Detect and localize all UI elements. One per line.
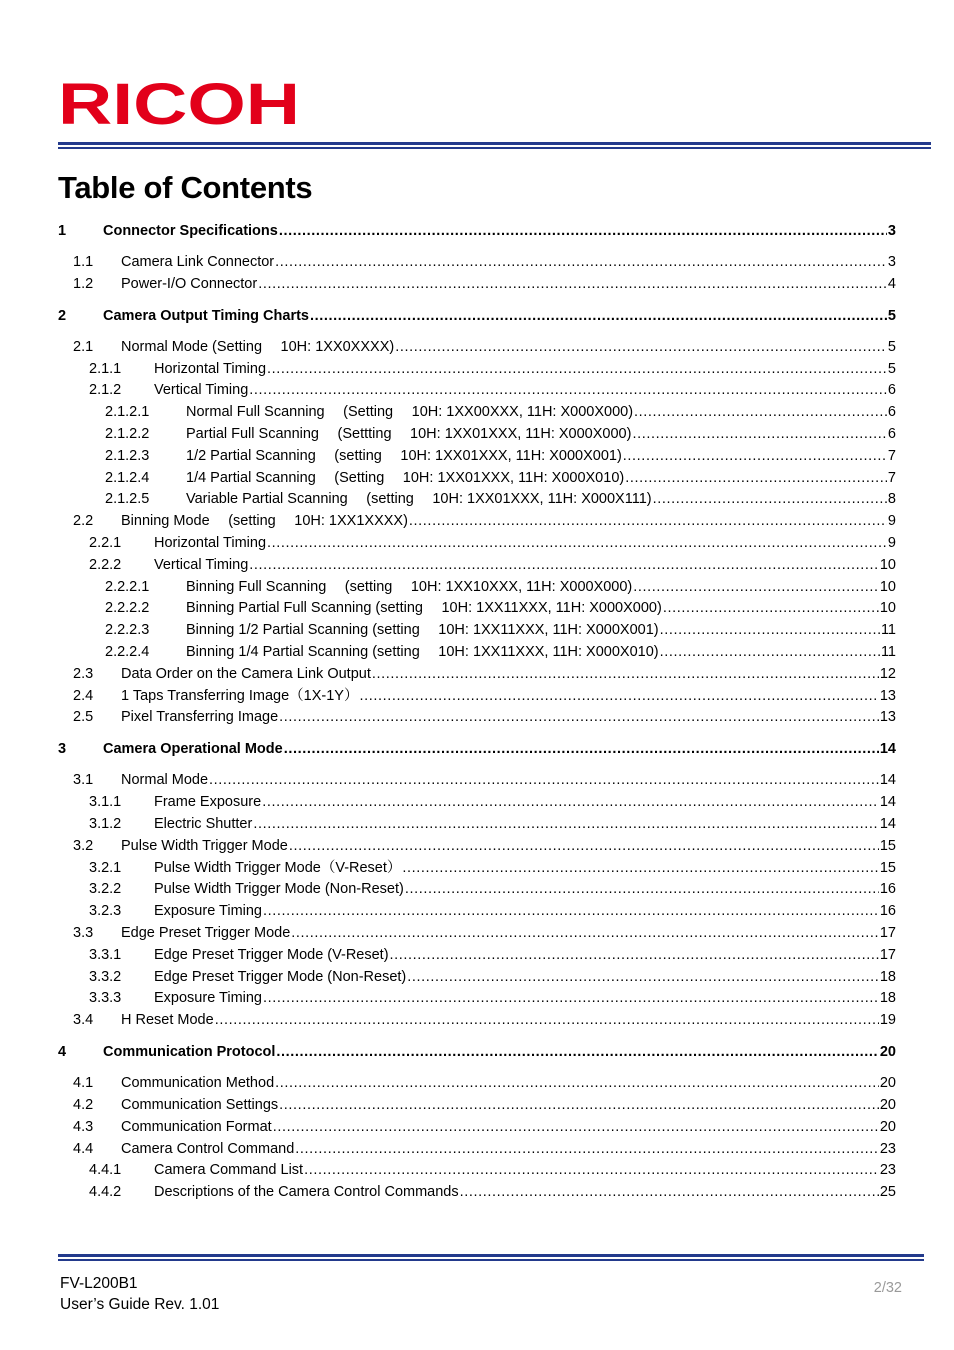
- toc-dot-leader: [310, 306, 887, 326]
- toc-dot-leader: [275, 252, 887, 272]
- toc-entry-page: 14: [879, 794, 896, 810]
- toc-entry[interactable]: [58, 274, 896, 294]
- toc-entry-page: 13: [879, 688, 896, 704]
- toc-entry[interactable]: [58, 598, 896, 618]
- toc-dot-leader: [267, 533, 887, 553]
- toc-entry-page: 6: [887, 382, 896, 398]
- toc-entry-page: 20: [879, 1119, 896, 1135]
- toc-entry[interactable]: [58, 1117, 896, 1137]
- toc-entry-number: 4.4.1: [89, 1162, 122, 1178]
- toc-dot-leader: [267, 359, 887, 379]
- toc-entry[interactable]: [58, 337, 896, 357]
- toc-entry[interactable]: [58, 988, 896, 1008]
- toc-dot-leader: [279, 707, 879, 727]
- toc-dot-leader: [289, 836, 879, 856]
- toc-entry-title: Horizontal Timing: [154, 361, 267, 377]
- toc-entry[interactable]: [58, 489, 896, 509]
- toc-entry-page: 20: [879, 1075, 896, 1091]
- header-rule: [58, 142, 931, 145]
- toc-entry-page: 17: [879, 947, 896, 963]
- toc-entry-number: 2.1.2.1: [105, 404, 150, 420]
- toc-dot-leader: [291, 923, 879, 943]
- toc-entry-number: 4: [58, 1044, 67, 1060]
- toc-entry-page: 4: [887, 276, 896, 292]
- toc-dot-leader: [372, 664, 879, 684]
- toc-entry-page: 10: [879, 600, 896, 616]
- toc-entry-title: Camera Operational Mode: [103, 741, 283, 757]
- toc-entry-title: Normal Full Scanning (Setting 10H: 1XX00XXX, 11H: X000X000): [186, 404, 634, 420]
- toc-entry-page: 12: [879, 666, 896, 682]
- toc-dot-leader: [263, 901, 879, 921]
- toc-entry-page: 8: [887, 491, 896, 507]
- toc-entry-page: 10: [879, 557, 896, 573]
- toc-entry-page: 16: [879, 881, 896, 897]
- toc-entry[interactable]: [58, 1182, 896, 1202]
- toc-dot-leader: [660, 620, 880, 640]
- toc-entry-number: 4.3: [73, 1119, 94, 1135]
- toc-dot-leader: [395, 337, 887, 357]
- footer-guide-revision: User’s Guide Rev. 1.01: [60, 1296, 220, 1313]
- toc-entry-title: Camera Command List: [154, 1162, 304, 1178]
- toc-entry[interactable]: [58, 923, 896, 943]
- toc-entry[interactable]: [58, 577, 896, 597]
- toc-entry-page: 20: [879, 1044, 896, 1060]
- toc-dot-leader: [390, 945, 879, 965]
- toc-entry-title: Data Order on the Camera Link Output: [121, 666, 371, 682]
- toc-entry-number: 3.3.1: [89, 947, 122, 963]
- toc-entry-number: 1.1: [73, 254, 94, 270]
- ricoh-logo: [58, 78, 300, 128]
- toc-entry-title: Camera Output Timing Charts: [103, 308, 309, 324]
- toc-entry-number: 3.2.3: [89, 903, 122, 919]
- toc-dot-leader: [660, 642, 880, 662]
- toc-entry-number: 2.1: [73, 339, 94, 355]
- toc-dot-leader: [284, 739, 879, 759]
- toc-entry-title: Edge Preset Trigger Mode: [121, 925, 291, 941]
- toc-dot-leader: [623, 446, 887, 466]
- toc-dot-leader: [258, 274, 887, 294]
- toc-entry-number: 3.2.2: [89, 881, 122, 897]
- toc-entry[interactable]: [58, 1160, 896, 1180]
- toc-entry[interactable]: [58, 380, 896, 400]
- toc-dot-leader: [253, 814, 879, 834]
- footer-model: FV-L200B1: [60, 1275, 138, 1292]
- toc-entry-page: 15: [879, 838, 896, 854]
- toc-entry[interactable]: [58, 468, 896, 488]
- toc-entry-number: 3.3.3: [89, 990, 122, 1006]
- toc-entry-number: 3.1.2: [89, 816, 122, 832]
- toc-entry[interactable]: [58, 306, 896, 326]
- toc-entry-page: 16: [879, 903, 896, 919]
- toc-dot-leader: [279, 1095, 879, 1115]
- toc-entry-number: 4.4.2: [89, 1184, 122, 1200]
- toc-entry[interactable]: [58, 533, 896, 553]
- toc-entry-title: Communication Protocol: [103, 1044, 276, 1060]
- toc-dot-leader: [405, 879, 879, 899]
- toc-entry-title: Frame Exposure: [154, 794, 262, 810]
- toc-entry[interactable]: [58, 1095, 896, 1115]
- toc-entry-title: Connector Specifications: [103, 223, 278, 239]
- toc-entry-title: Vertical Timing: [154, 382, 249, 398]
- toc-entry-page: 3: [887, 223, 896, 239]
- toc-entry-title: Electric Shutter: [154, 816, 253, 832]
- toc-dot-leader: [279, 221, 887, 241]
- toc-entry-number: 3.2: [73, 838, 94, 854]
- toc-entry[interactable]: [58, 402, 896, 422]
- toc-entry-page: 17: [879, 925, 896, 941]
- toc-entry[interactable]: [58, 879, 896, 899]
- toc-entry[interactable]: [58, 686, 896, 706]
- toc-entry-title: Descriptions of the Camera Control Commands: [154, 1184, 459, 1200]
- toc-entry-title: Communication Settings: [121, 1097, 279, 1113]
- toc-entry-number: 2.1.2.2: [105, 426, 150, 442]
- toc-entry[interactable]: [58, 1010, 896, 1030]
- toc-entry-title: 1/2 Partial Scanning (setting 10H: 1XX01XXX, 11H: X000X001): [186, 448, 622, 464]
- toc-entry-number: 4.1: [73, 1075, 94, 1091]
- toc-entry-number: 2.1.1: [89, 361, 122, 377]
- toc-entry-title: H Reset Mode: [121, 1012, 214, 1028]
- toc-entry[interactable]: [58, 424, 896, 444]
- toc-entry-title: Pixel Transferring Image: [121, 709, 279, 725]
- toc-entry-number: 3: [58, 741, 67, 757]
- toc-dot-leader: [625, 468, 887, 488]
- toc-entry-title: Pulse Width Trigger Mode（V-Reset）: [154, 860, 402, 876]
- toc-entry[interactable]: [58, 739, 896, 759]
- toc-entry[interactable]: [58, 446, 896, 466]
- toc-entry-page: 3: [887, 254, 896, 270]
- toc-entry-page: 11: [880, 644, 896, 660]
- toc-entry-page: 5: [887, 361, 896, 377]
- toc-dot-leader: [209, 770, 879, 790]
- toc-entry-number: 1: [58, 223, 67, 239]
- toc-entry[interactable]: [58, 792, 896, 812]
- toc-entry[interactable]: [58, 1139, 896, 1159]
- ricoh-logo-mark: [58, 78, 300, 128]
- toc-entry-number: 2.2.2.3: [105, 622, 150, 638]
- toc-entry-number: 1.2: [73, 276, 94, 292]
- footer-rule-thin: [58, 1259, 924, 1261]
- toc-entry-page: 6: [887, 404, 896, 420]
- toc-entry[interactable]: [58, 836, 896, 856]
- page-title: Table of Contents: [58, 170, 313, 205]
- toc-entry[interactable]: [58, 221, 896, 241]
- toc-entry-title: Binning 1/2 Partial Scanning (setting 10H: 1XX11XXX, 11H: X000X001): [186, 622, 659, 638]
- toc-entry-page: 7: [887, 448, 896, 464]
- toc-entry-page: 6: [887, 426, 896, 442]
- toc-entry-title: Normal Mode (Setting 10H: 1XX0XXXX): [121, 339, 395, 355]
- toc-entry-page: 14: [879, 741, 896, 757]
- toc-entry-title: Communication Format: [121, 1119, 272, 1135]
- toc-entry-title: Variable Partial Scanning (setting 10H: 1XX01XXX, 11H: X000X111): [186, 491, 652, 507]
- toc-entry-number: 2.2.2.2: [105, 600, 150, 616]
- toc-entry-page: 9: [887, 513, 896, 529]
- toc-entry-title: Normal Mode: [121, 772, 209, 788]
- toc-entry-title: Power-I/O Connector: [121, 276, 258, 292]
- toc-dot-leader: [402, 858, 878, 878]
- footer-rule: [58, 1254, 924, 1257]
- toc-entry-page: 13: [879, 709, 896, 725]
- toc-entry[interactable]: [58, 511, 896, 531]
- toc-entry-number: 2.4: [73, 688, 94, 704]
- toc-entry-page: 10: [879, 579, 896, 595]
- toc-entry-title: Exposure Timing: [154, 990, 262, 1006]
- toc-entry-page: 23: [879, 1162, 896, 1178]
- toc-entry-number: 4.4: [73, 1141, 94, 1157]
- toc-dot-leader: [409, 511, 887, 531]
- toc-dot-leader: [663, 598, 879, 618]
- footer-page-number: 2/32: [873, 1280, 902, 1296]
- toc-dot-leader: [460, 1182, 879, 1202]
- toc-entry[interactable]: [58, 359, 896, 379]
- toc-entry-page: 9: [887, 535, 896, 551]
- toc-entry[interactable]: [58, 642, 896, 662]
- toc-entry[interactable]: [58, 252, 896, 272]
- toc-entry-title: Communication Method: [121, 1075, 275, 1091]
- toc-entry-number: 4.2: [73, 1097, 94, 1113]
- toc-entry-page: 15: [879, 860, 896, 876]
- toc-entry[interactable]: [58, 1042, 896, 1062]
- toc-entry[interactable]: [58, 814, 896, 834]
- toc-dot-leader: [633, 577, 879, 597]
- toc-entry-title: 1 Taps Transferring Image（1X-1Y）: [121, 688, 359, 704]
- toc-entry-page: 19: [879, 1012, 896, 1028]
- toc-entry-title: Exposure Timing: [154, 903, 262, 919]
- toc-entry-title: 1/4 Partial Scanning (Setting 10H: 1XX01XXX, 11H: X000X010): [186, 470, 625, 486]
- toc-entry-number: 3.4: [73, 1012, 94, 1028]
- toc-entry-page: 14: [879, 772, 896, 788]
- toc-entry-title: Pulse Width Trigger Mode (Non-Reset): [154, 881, 404, 897]
- toc-dot-leader: [359, 686, 878, 706]
- toc-entry-number: 3.2.1: [89, 860, 122, 876]
- toc-entry-title: Binning Mode (setting 10H: 1XX1XXXX): [121, 513, 408, 529]
- toc-entry-page: 18: [879, 990, 896, 1006]
- toc-entry-number: 2.2: [73, 513, 94, 529]
- toc-entry-title: Horizontal Timing: [154, 535, 267, 551]
- toc-dot-leader: [632, 424, 886, 444]
- toc-entry-number: 2.3: [73, 666, 94, 682]
- logo-text: RICOH: [58, 78, 300, 128]
- toc-entry-number: 3.3.2: [89, 969, 122, 985]
- toc-entry-page: 14: [879, 816, 896, 832]
- toc-entry[interactable]: [58, 620, 896, 640]
- toc-entry[interactable]: [58, 1073, 896, 1093]
- toc-entry-page: 25: [879, 1184, 896, 1200]
- toc-dot-leader: [215, 1010, 879, 1030]
- toc-dot-leader: [249, 380, 887, 400]
- header-rule-thin: [58, 147, 931, 149]
- toc-dot-leader: [275, 1073, 879, 1093]
- toc-entry-number: 2.2.2: [89, 557, 122, 573]
- toc-entry-page: 5: [887, 308, 896, 324]
- toc-entry-page: 23: [879, 1141, 896, 1157]
- toc-dot-leader: [407, 967, 879, 987]
- toc-entry-number: 2.1.2: [89, 382, 122, 398]
- toc-entry-title: Binning Full Scanning (setting 10H: 1XX10XXX, 11H: X000X000): [186, 579, 633, 595]
- toc-entry-title: Edge Preset Trigger Mode (Non-Reset): [154, 969, 407, 985]
- toc-entry[interactable]: [58, 901, 896, 921]
- toc-dot-leader: [276, 1042, 878, 1062]
- toc-entry-page: 11: [880, 622, 896, 638]
- toc-dot-leader: [295, 1139, 879, 1159]
- toc-entry-number: 2.1.2.3: [105, 448, 150, 464]
- toc-entry-title: Pulse Width Trigger Mode: [121, 838, 288, 854]
- toc-entry-number: 2.1.2.5: [105, 491, 150, 507]
- toc-entry-title: Edge Preset Trigger Mode (V-Reset): [154, 947, 389, 963]
- toc-dot-leader: [304, 1160, 879, 1180]
- toc-dot-leader: [273, 1117, 879, 1137]
- toc-entry-title: Camera Control Command: [121, 1141, 295, 1157]
- toc-entry[interactable]: [58, 945, 896, 965]
- toc-entry-number: 3.1: [73, 772, 94, 788]
- toc-entry-number: 2.2.1: [89, 535, 122, 551]
- toc-entry-number: 2.2.2.4: [105, 644, 150, 660]
- toc-entry-title: Camera Link Connector: [121, 254, 275, 270]
- toc-entry-number: 2: [58, 308, 67, 324]
- toc-entry-title: Binning 1/4 Partial Scanning (setting 10H: 1XX11XXX, 11H: X000X010): [186, 644, 659, 660]
- toc-dot-leader: [263, 988, 879, 1008]
- toc-entry-number: 3.3: [73, 925, 94, 941]
- toc-entry-number: 2.2.2.1: [105, 579, 150, 595]
- toc-entry[interactable]: [58, 555, 896, 575]
- toc-entry-title: Partial Full Scanning (Settting 10H: 1XX01XXX, 11H: X000X000): [186, 426, 632, 442]
- toc-dot-leader: [262, 792, 879, 812]
- toc-dot-leader: [249, 555, 879, 575]
- toc-entry-title: Binning Partial Full Scanning (setting 10H: 1XX11XXX, 11H: X000X000): [186, 600, 662, 616]
- toc-entry-page: 18: [879, 969, 896, 985]
- toc-entry[interactable]: [58, 664, 896, 684]
- toc-entry-page: 5: [887, 339, 896, 355]
- toc-entry[interactable]: [58, 707, 896, 727]
- toc-entry[interactable]: [58, 858, 896, 878]
- toc-dot-leader: [634, 402, 887, 422]
- toc-entry[interactable]: [58, 967, 896, 987]
- toc-entry-number: 2.5: [73, 709, 94, 725]
- toc-entry[interactable]: [58, 770, 896, 790]
- toc-entry-page: 20: [879, 1097, 896, 1113]
- toc-dot-leader: [653, 489, 887, 509]
- toc-entry-title: Vertical Timing: [154, 557, 249, 573]
- toc-entry-number: 3.1.1: [89, 794, 122, 810]
- toc-entry-page: 7: [887, 470, 896, 486]
- toc-entry-number: 2.1.2.4: [105, 470, 150, 486]
